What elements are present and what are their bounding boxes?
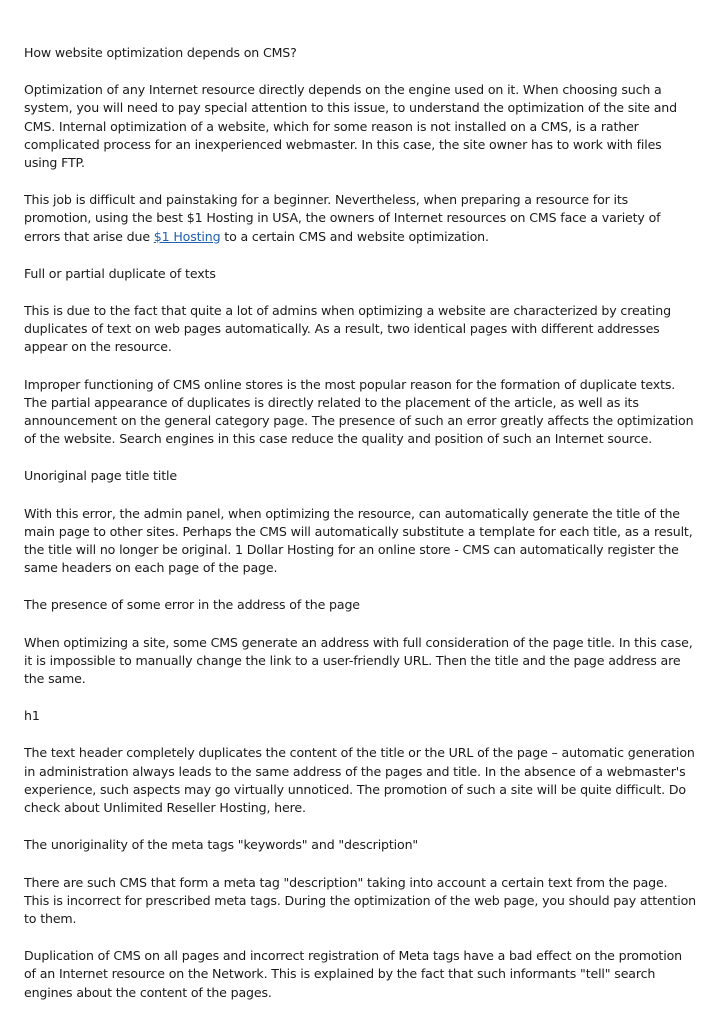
heading-intro: How website optimization depends on CMS?	[24, 45, 297, 60]
paragraph-address: When optimizing a site, some CMS generate an address with full consideration of the page title. In this case, it is impossible to manually change the link to a user-friendly URL. Then the title and the page address are the same.	[24, 634, 693, 687]
paragraph-beginner-text: This job is difficult and painstaking for a beginner. Nevertheless, when preparing a resource for its promotion, using the best $1 Hosting in USA, the owners of Internet resources on CMS face a variety of errors that arise due	[24, 192, 661, 244]
paragraph-header: The text header completely duplicates the content of the title or the URL of the page – automatic generation in administration always leads to the same address of the pages and title. In the absence of a webmaster's experience, such aspects may go virtually unnoticed. The promotion of such a site will be quite difficult. Do check about Unlimited Reseller Hosting, here.	[24, 745, 695, 816]
heading-duplicates: Full or partial duplicate of texts	[24, 265, 216, 281]
heading-address-error: The presence of some error in the address of the page	[24, 597, 360, 613]
document-body	[24, 44, 696, 1021]
paragraph-meta-description: There are such CMS that form a meta tag "description" taking into account a certain text from the page. This is incorrect for prescribed meta tags. During the optimization of the web page, you should pay attention to them.	[24, 874, 696, 926]
paragraph-duplicates-reason: This is due to the fact that quite a lot of admins when optimizing a website are characterized by creating duplicates of text on web pages automatically. As a result, two identical pages with different addresses appear on the resource.	[24, 303, 671, 355]
heading-page-title: Unoriginal page title title	[24, 468, 177, 484]
paragraph-duplication: Duplication of CMS on all pages and incorrect registration of Meta tags have a bad effect on the promotion of an Internet resource on the Network. This is explained by the fact that such informants "tell" search engines about the content of the pages.	[24, 948, 682, 1000]
hosting-link[interactable]: $1 Hosting	[153, 228, 221, 244]
heading-h1: h1	[24, 708, 40, 724]
paragraph-beginner	[24, 191, 696, 246]
paragraph-title-error: With this error, the admin panel, when optimizing the resource, can automatically generate the title of the main page to other sites. Perhaps the CMS will automatically substitute a template for each title, as a result, the title will no longer be original. 1 Dollar Hosting for an online store - CMS can automatically register the same headers on each page of the page.	[24, 505, 693, 576]
paragraph-optimization: Optimization of any Internet resource directly depends on the engine used on it. When choosing such a system, you will need to pay special attention to this issue, to understand the optimization of the site and CMS. Internal optimization of a website, which for some reason is not installed on a CMS, is a rather complicated process for an inexperienced webmaster. In this case, the site owner has to work with files using FTP.	[24, 82, 677, 171]
paragraph-beginner-text-end: to a certain CMS and website optimization.	[220, 228, 489, 244]
paragraph-online-stores: Improper functioning of CMS online stores is the most popular reason for the formation of duplicate texts. The partial appearance of duplicates is directly related to the placement of the article, as well as its announcement on the general category page. The presence of such an error greatly affects the optimization of the website. Search engines in this case reduce the quality and position of such an Internet source.	[24, 376, 694, 447]
heading-meta-tags: The unoriginality of the meta tags "keywords" and "description"	[24, 837, 419, 853]
